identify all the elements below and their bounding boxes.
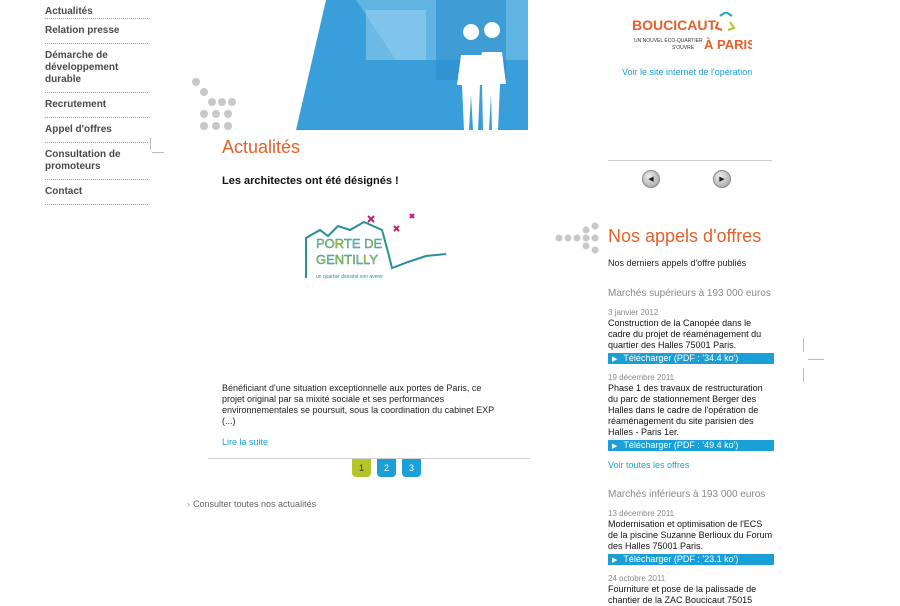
separator — [803, 368, 804, 382]
download-button[interactable] — [608, 440, 774, 451]
arrow-left-icon: ◀ — [648, 176, 654, 183]
page-2-button[interactable]: 2 — [377, 459, 396, 477]
sidebar-item-label: Relation presse — [45, 25, 120, 36]
offers-subtitle: Nos derniers appels d'offre publiés — [608, 258, 747, 268]
boucicaut-logo[interactable] — [632, 12, 752, 56]
sidebar-item-relation-presse[interactable] — [45, 18, 148, 43]
sidebar-separator — [150, 138, 151, 150]
carousel-prev-button[interactable] — [642, 170, 660, 188]
svg-text:PORTE DE: PORTE DE — [316, 236, 383, 251]
sidebar-item-recrutement[interactable] — [45, 92, 148, 117]
sidebar-item-appel-offres[interactable] — [45, 117, 148, 142]
read-more-link[interactable]: Lire la suite — [222, 437, 269, 447]
download-label: Télécharger (PDF : '23.1 ko') — [623, 554, 739, 564]
sidebar-item-consultation-promoteurs[interactable] — [45, 142, 148, 179]
porte-de-gentilly-logo — [298, 208, 450, 288]
download-icon: ▶ — [612, 356, 618, 363]
carousel-next-button[interactable] — [713, 170, 731, 188]
download-label: Télécharger (PDF : '34.4 ko') — [623, 353, 739, 363]
sidebar-item-label: Contact — [45, 186, 83, 197]
download-label: Télécharger (PDF : '49.4 ko') — [623, 440, 739, 450]
see-all-offers-link[interactable]: Voir toutes les offres — [608, 460, 690, 470]
sidebar-item-label: Appel d'offres — [45, 124, 112, 135]
separator — [803, 338, 804, 352]
offer-date: 3 janvier 2012 — [608, 308, 659, 317]
sidebar-item-label: Recrutement — [45, 99, 107, 110]
section-title-above: Marchés supérieurs à 193 000 euros — [608, 288, 771, 299]
all-news-label: Consulter toutes nos actualités — [193, 499, 317, 509]
page-3-button[interactable]: 3 — [402, 459, 421, 477]
download-button[interactable] — [608, 353, 774, 364]
svg-text:À PARIS: À PARIS — [704, 37, 752, 52]
arrow-right-icon: ▶ — [719, 176, 725, 183]
all-news-link[interactable] — [187, 499, 316, 509]
sidebar-separator — [152, 152, 164, 153]
sidebar-item-label: Actualités — [45, 6, 93, 17]
pagination — [352, 459, 421, 477]
sidebar-item-label: Démarche de développement durable — [45, 50, 119, 85]
offer-date: 19 décembre 2011 — [608, 373, 675, 382]
svg-text:S'OUVRE: S'OUVRE — [672, 45, 695, 51]
offer-item — [608, 308, 774, 364]
offer-text[interactable]: Phase 1 des travaux de restructuration du parc de stationnement Berger des Halles dans le cadre de l'opération de réaménagement du site parisien des Halles - Paris 1er. — [608, 383, 763, 437]
divider — [608, 160, 772, 161]
download-button[interactable] — [608, 554, 774, 565]
sidebar-nav — [45, 6, 148, 205]
decorative-dots — [555, 222, 601, 254]
download-icon: ▶ — [612, 443, 618, 450]
offer-text[interactable]: Modernisation et optimisation de l'ECS de la piscine Suzanne Berlioux du Forum des Halles 75001 Paris. — [608, 519, 773, 551]
offer-text[interactable]: Construction de la Canopée dans le cadre du projet de réaménagement du quartier des Halles 75001 Paris. — [608, 318, 762, 350]
sidebar-item-actualites[interactable] — [45, 6, 148, 18]
offer-date: 13 décembre 2011 — [608, 509, 675, 518]
svg-text:GENTILLY: GENTILLY — [316, 252, 378, 267]
news-heading: Actualités — [222, 137, 301, 157]
offer-item — [608, 509, 774, 565]
article-title: Les architectes ont été désignés ! — [222, 175, 399, 187]
offer-text[interactable]: Fourniture et pose de la palissade de chantier de la ZAC Boucicaut 75015 — [608, 584, 757, 605]
sidebar-item-developpement-durable[interactable] — [45, 43, 148, 92]
svg-text:UN NOUVEL ÉCO-QUARTIER: UN NOUVEL ÉCO-QUARTIER — [634, 38, 703, 44]
banner-image — [296, 0, 528, 130]
offer-item — [608, 373, 774, 451]
operation-website-link[interactable]: Voir le site internet de l'opération — [622, 67, 753, 77]
article-excerpt: Bénéficiant d'une situation exceptionnelle aux portes de Paris, ce projet original par sa mixité sociale et ses performances environnementales se poursuit, sous la coordination du cabinet EXP (...) — [222, 383, 495, 426]
svg-text:BOUCICAUT: BOUCICAUT — [632, 17, 716, 33]
sidebar-item-contact[interactable] — [45, 179, 148, 205]
section-title-below: Marchés inférieurs à 193 000 euros — [608, 489, 766, 500]
svg-text:un quartier dessiné son avenir: un quartier dessiné son avenir — [316, 274, 383, 280]
offers-heading: Nos appels d'offres — [608, 226, 762, 246]
arrow-right-icon: › — [187, 499, 190, 509]
sidebar-item-label: Consultation de promoteurs — [45, 149, 121, 172]
decorative-dots — [190, 76, 240, 132]
offer-item — [608, 574, 774, 606]
page-1-button[interactable]: 1 — [352, 459, 371, 477]
offer-date: 24 octobre 2011 — [608, 574, 666, 583]
download-icon: ▶ — [612, 557, 618, 564]
separator — [808, 359, 824, 360]
